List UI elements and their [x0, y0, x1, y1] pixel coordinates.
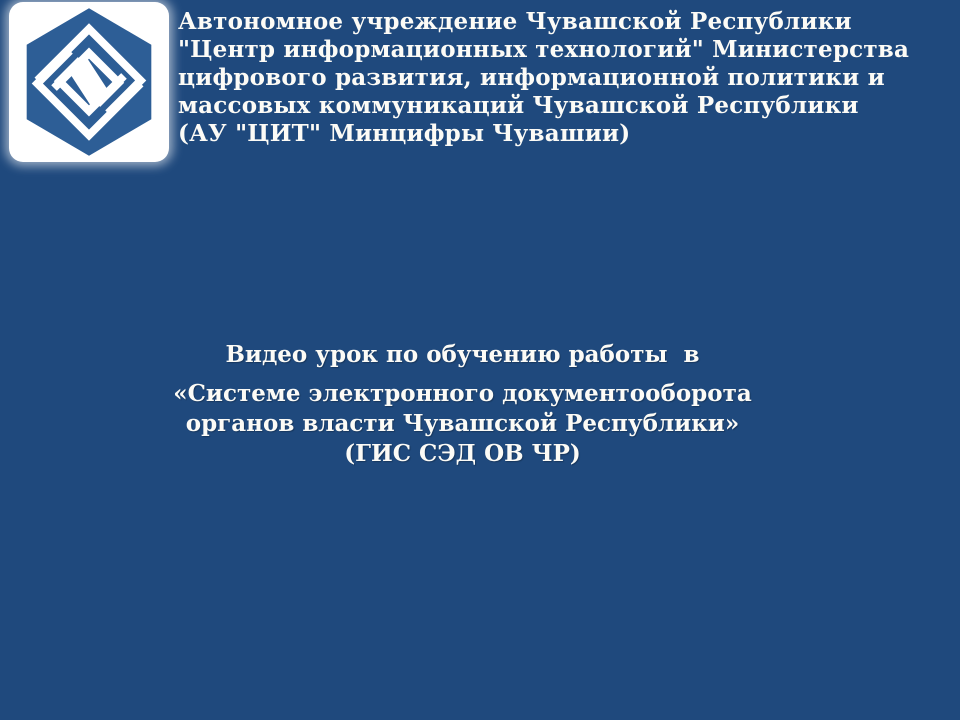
organization-name-line-2: "Центр информационных технологий" Министерства	[178, 36, 910, 63]
organization-name-line-4: массовых коммуникаций Чувашской Республики	[178, 92, 859, 119]
organization-name-line-1: Автономное учреждение Чувашской Республики	[178, 8, 852, 35]
organization-name-line-3: цифрового развития, информационной политики и	[178, 64, 885, 91]
cit-hexagon-logo-icon	[13, 4, 165, 160]
organization-logo	[9, 2, 169, 162]
title-line-2: органов власти Чувашской Республики»	[185, 410, 740, 437]
title-line-3: (ГИС СЭД ОВ ЧР)	[344, 440, 581, 467]
title-intro-line: Видео урок по обучению работы в	[225, 341, 700, 368]
title-main	[130, 379, 795, 469]
organization-name-line-5: (АУ "ЦИТ" Минцифры Чувашии)	[178, 120, 631, 147]
organization-name-block	[178, 8, 909, 148]
title-line-1: «Системе электронного документооборота	[173, 380, 752, 407]
slide-title-block	[130, 340, 795, 469]
